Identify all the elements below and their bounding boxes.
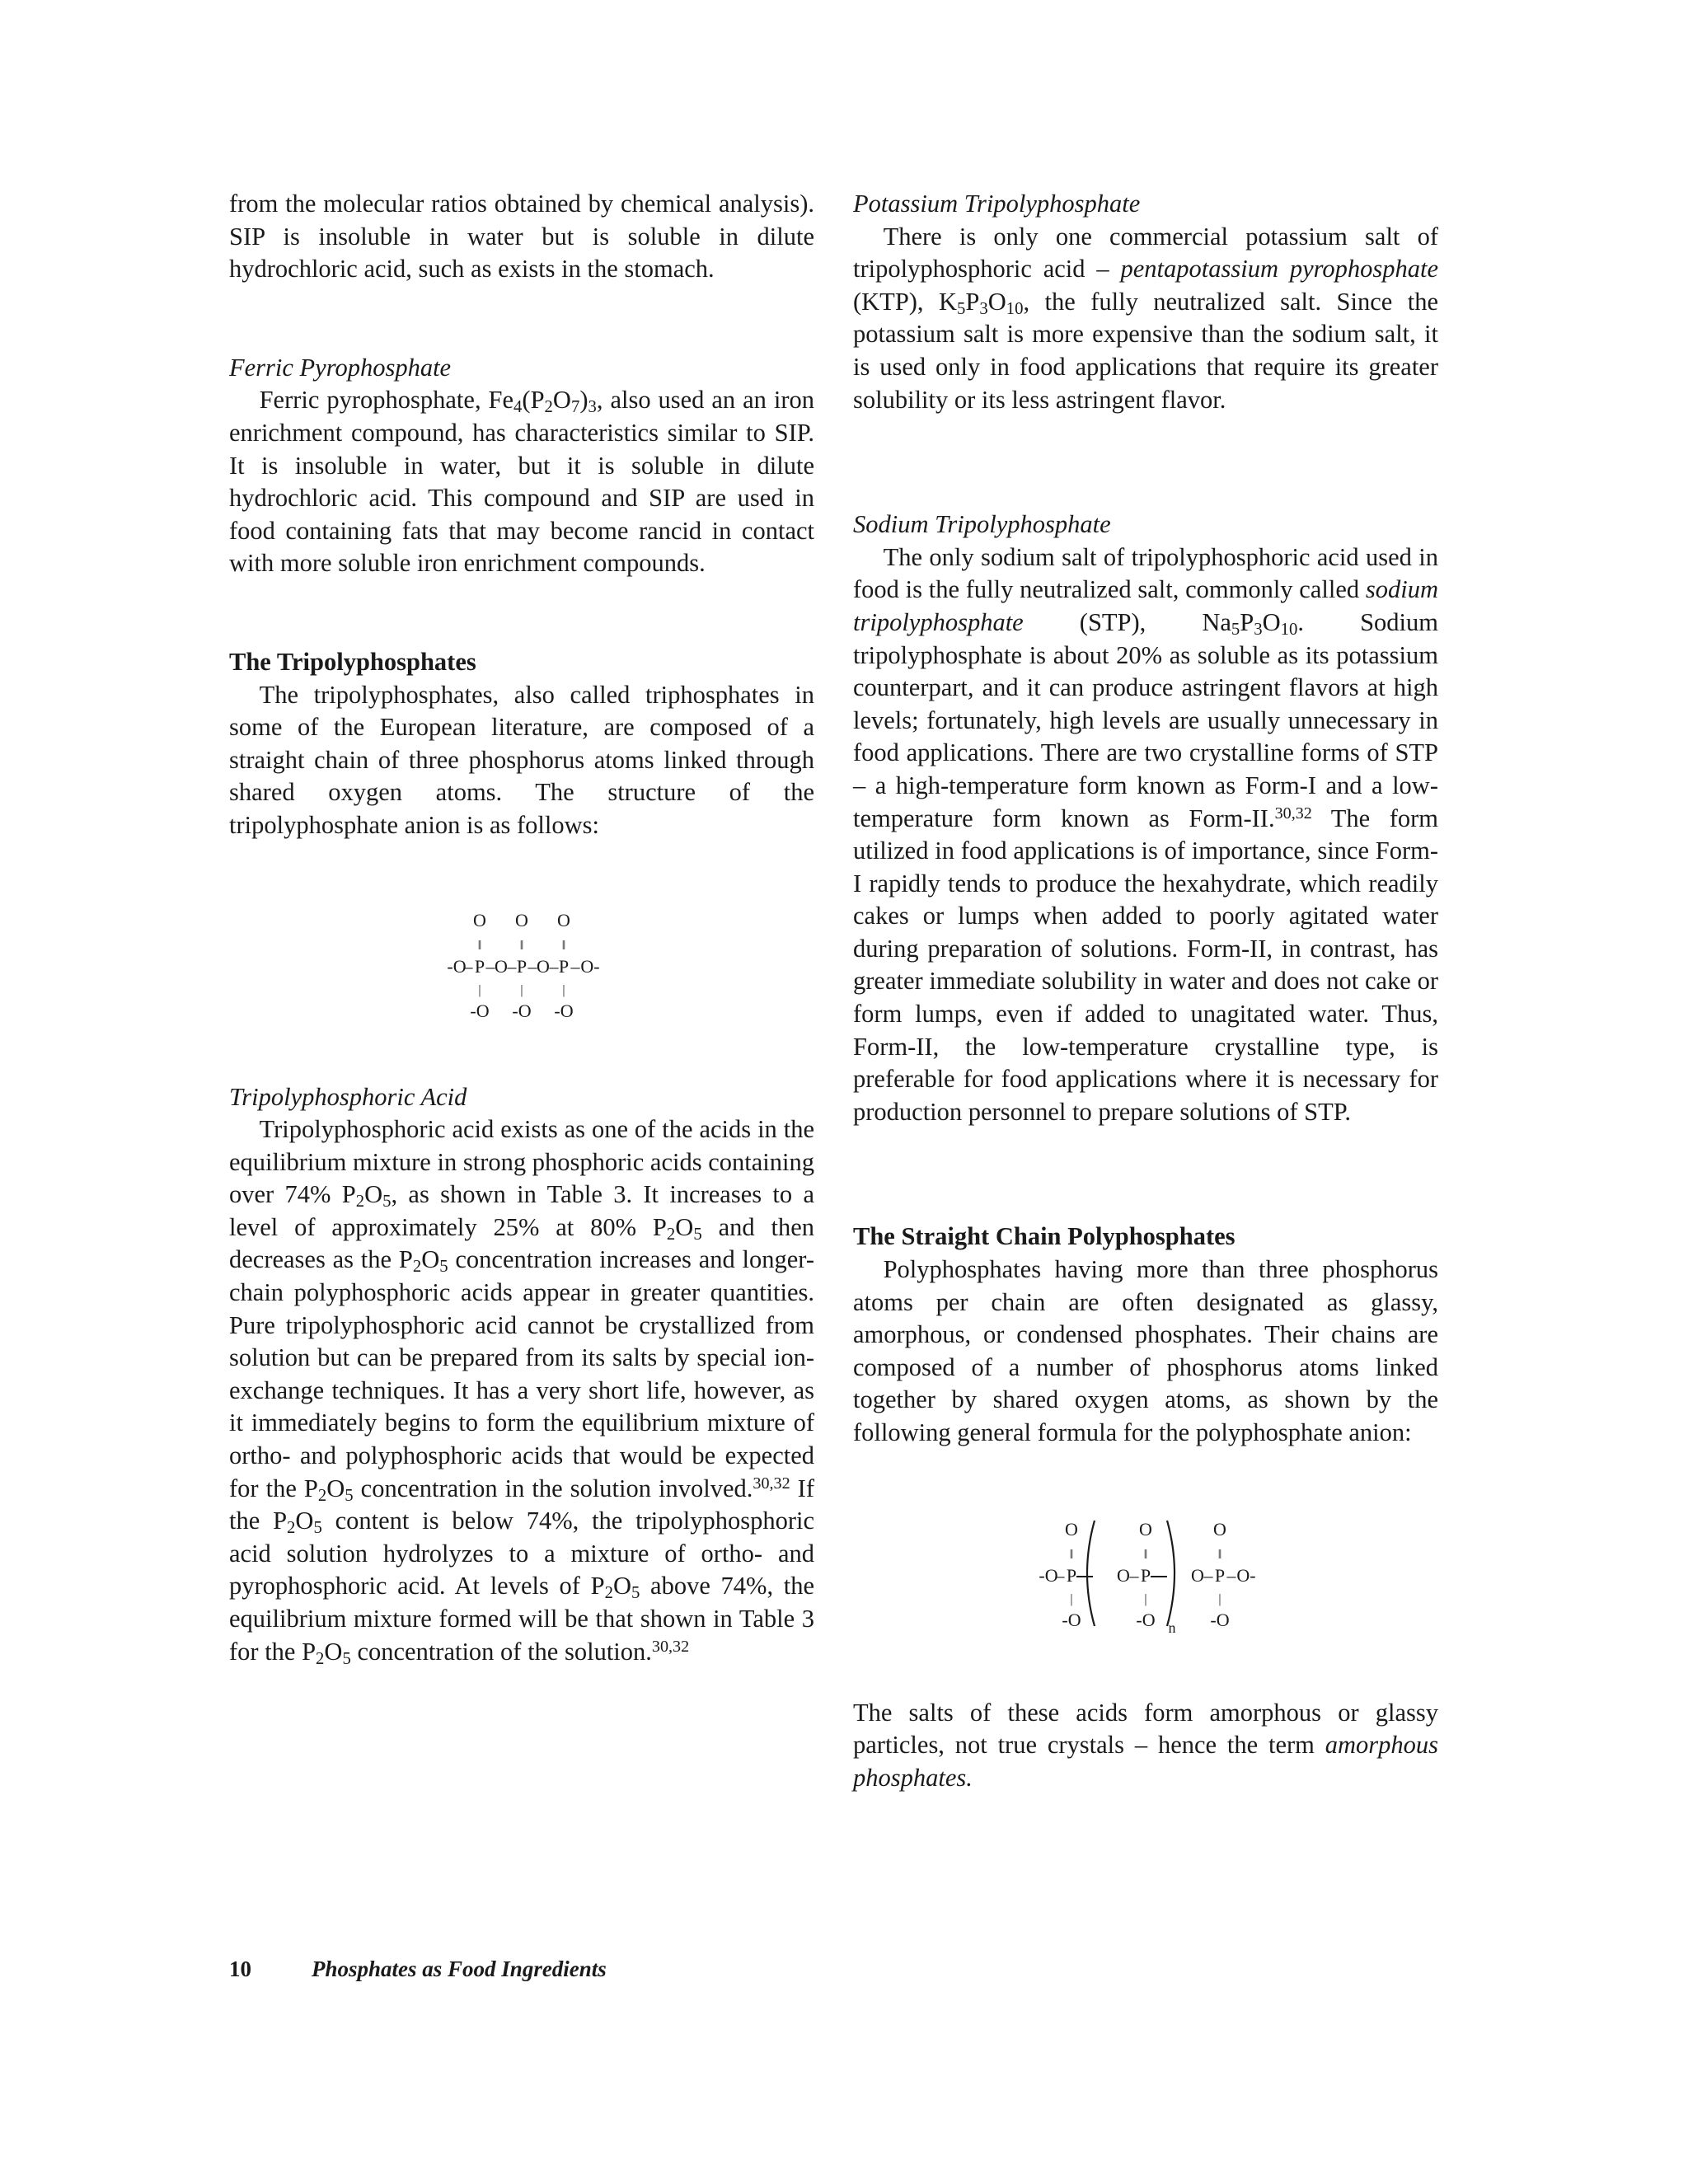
intro-paragraph: from the molecular ratios obtained by chemical analysis). SIP is insoluble in water but is soluble in dilute hydrochloric acid, such as exists in the stomach. [229, 190, 814, 284]
structure-chain-o-neg: O- [580, 955, 600, 977]
page-number: 10 [229, 1957, 251, 1981]
formula-chain-dash-4: – [1226, 1564, 1236, 1586]
tripolyphosphates-paragraph: The tripolyphosphates, also called triphosphates in some of the European literature, are composed of a straight chain of three phosphorus atoms linked through shared oxygen atoms. The structure of the tripolyphosphate anion is as follows: [229, 680, 814, 839]
formula-single-bond-2: | [1144, 1591, 1147, 1606]
page-footer [229, 1957, 607, 1982]
ferric-pyrophosphate-heading: Ferric Pyrophosphate [229, 353, 452, 382]
formula-bottom-o-2: -O [1136, 1609, 1156, 1630]
structure-top-o-3: O [557, 909, 570, 930]
running-title: Phosphates as Food Ingredients [312, 1957, 607, 1981]
structure-chain-dash-1: – [463, 955, 473, 977]
tripolyphosphoric-acid-paragraph: Tripolyphosphoric acid exists as one of the acids in the equilibrium mixture in strong phosphoric acids containing over 74% $P_2O_5$, as shown in Table 3. It increases to a level of approximately 25% at 80% $P_2O_5$ and then decreases as the $P_2O_5$ concentration increases and longer-chain polyphosphoric acids appear in greater quantities. Pure tripolyphosphoric acid cannot be crystallized from solution but can be prepared from its salts by special ion-exchange techniques. It has a very short life, however, as it immediately begins to form the equilibrium mixture of ortho- and polyphosphoric acids that would be expected for the $P_2O_5$ concentration in the solution involved.$^{30,32}$ If the $P_2O_5$ content is below 74%, the tripolyphosphoric acid solution hydrolyzes to a mixture of ortho- and pyrophosphoric acid. At levels of $P_2O_5$ above 74%, the equilibrium mixture formed will be that shown in Table 3 for the $P_2O_5$ concentration of the solution.$^{30,32}$ [229, 1115, 815, 1668]
sodium-tripolyphosphate-paragraph: The only sodium salt of tripolyphosphoric acid used in food is the fully neutralized salt, commonly called sodium tripolyphosphate (STP), $Na_5P_3O_{10}$. Sodium tripolyphosphate is about 20% as soluble as its potassium counterpart, and it can produce astringent flavors at high levels; fortunately, high levels are usually unnecessary in food applications. There are two crystalline forms of STP – a high-temperature form known as Form-I and a low-temperature form known as Form-II.$^{30,32}$ The form utilized in food applications is of importance, since Form-I rapidly tends to produce the hexahydrate, which readily cakes or lumps when added to poorly agitated water during preparation of solutions. Form-II, in contrast, has greater immediate solubility in water and does not cake or form lumps, even if added to unagitated water. Thus, Form-II, the low-temperature crystalline type, is preferable for food applications where it is necessary for production personnel to prepare solutions of STP. [853, 542, 1438, 1126]
structure-top-o-2: O [515, 909, 528, 930]
structure-chain-p-1: P [474, 955, 485, 977]
ferric-pyrophosphate-paragraph: Ferric pyrophosphate, $Fe_4(P_2O_7)_3$, also used an an iron enrichment compound, has characteristics similar to SIP. It is insoluble in water, but it is soluble in dilute hydrochloric acid. This compound and SIP are used in food containing fats that may become rancid in contact with more soluble iron enrichment compounds. [229, 386, 814, 578]
formula-top-o-3: O [1213, 1518, 1226, 1540]
structure-chain-neg-o: -O [447, 955, 467, 977]
formula-right-parenthesis [1167, 1521, 1175, 1626]
formula-top-o-2: O [1139, 1518, 1152, 1540]
potassium-tripolyphosphate-heading: Potassium Tripolyphosphate [853, 190, 1141, 218]
structure-chain-bridge-o-2: O [537, 955, 550, 977]
formula-double-bond-2: ‖ [1143, 1547, 1148, 1562]
structure-chain-dash-6: – [570, 955, 580, 977]
structure-single-bond-3: | [562, 982, 565, 997]
structure-top-o-1: O [473, 909, 486, 930]
formula-chain-p-3: P [1214, 1564, 1226, 1586]
formula-bottom-o-3: -O [1210, 1609, 1230, 1630]
formula-chain-p-2: P [1140, 1564, 1151, 1586]
formula-chain-p-1: P [1066, 1564, 1077, 1586]
structure-bottom-o-2: -O [512, 1000, 532, 1021]
straight-chain-polyphosphates-paragraph: Polyphosphates having more than three phosphorus atoms per chain are often designated as glassy, amorphous, or condensed phosphates. Their chains are composed of a number of phosphorus atoms linked together by shared oxygen atoms, as shown by the following general formula for the polyphosphate anion: [853, 1255, 1438, 1446]
formula-left-parenthesis [1087, 1521, 1095, 1626]
formula-chain-dash-2: – [1129, 1564, 1139, 1586]
formula-chain-bridge-o-2: O [1191, 1564, 1204, 1586]
formula-chain-bridge-o-1: O [1117, 1564, 1130, 1586]
formula-top-o-1: O [1065, 1518, 1078, 1540]
structure-chain-dash-4: – [528, 955, 537, 977]
formula-double-bond-1: ‖ [1069, 1547, 1074, 1562]
tripolyphosphoric-acid-heading: Tripolyphosphoric Acid [229, 1082, 467, 1111]
formula-single-bond-3: | [1218, 1591, 1221, 1606]
structure-double-bond-2: ‖ [519, 938, 524, 953]
structure-bottom-o-3: -O [554, 1000, 574, 1021]
polyphosphate-general-formula [1030, 1516, 1261, 1639]
sodium-tripolyphosphate-heading: Sodium Tripolyphosphate [853, 510, 1111, 539]
structure-single-bond-1: | [478, 982, 481, 997]
formula-chain-dash-3: – [1203, 1564, 1213, 1586]
structure-chain-p-3: P [558, 955, 570, 977]
structure-chain-dash-5: – [549, 955, 559, 977]
structure-double-bond-1: ‖ [477, 938, 482, 953]
structure-chain-bridge-o-1: O [495, 955, 508, 977]
structure-chain-dash-3: – [507, 955, 517, 977]
formula-bottom-o-1: -O [1062, 1609, 1081, 1630]
formula-repeat-subscript: n [1168, 1619, 1176, 1636]
formula-chain-dash-1: – [1055, 1564, 1065, 1586]
structure-single-bond-2: | [520, 982, 523, 997]
tripolyphosphates-heading: The Tripolyphosphates [229, 647, 476, 676]
left-column [229, 188, 814, 1668]
formula-chain-neg-o: -O [1039, 1564, 1058, 1586]
straight-chain-polyphosphates-heading: The Straight Chain Polyphosphates [853, 1222, 1236, 1251]
formula-single-bond-1: | [1070, 1591, 1073, 1606]
formula-chain-o-neg: O- [1236, 1564, 1256, 1586]
formula-double-bond-3: ‖ [1217, 1547, 1222, 1562]
structure-chain-dash-2: – [485, 955, 495, 977]
tripolyphosphate-structure [427, 908, 617, 1024]
structure-bottom-o-1: -O [470, 1000, 490, 1021]
right-column [853, 188, 1438, 1794]
structure-chain-p-2: P [516, 955, 528, 977]
potassium-tripolyphosphate-paragraph: There is only one commercial potassium salt of tripolyphosphoric acid – pentapotassium pyrophosphate (KTP), $K_5P_3O_{10}$, the fully neutralized salt. Since the potassium salt is more expensive than the sodium salt, it is used only in food applications that require its greater solubility or its less astringent flavor. [853, 222, 1438, 414]
structure-double-bond-3: ‖ [561, 938, 566, 953]
amorphous-phosphates-paragraph: The salts of these acids form amorphous or glassy particles, not true crystals – hence the term amorphous phosphates. [853, 1698, 1438, 1792]
